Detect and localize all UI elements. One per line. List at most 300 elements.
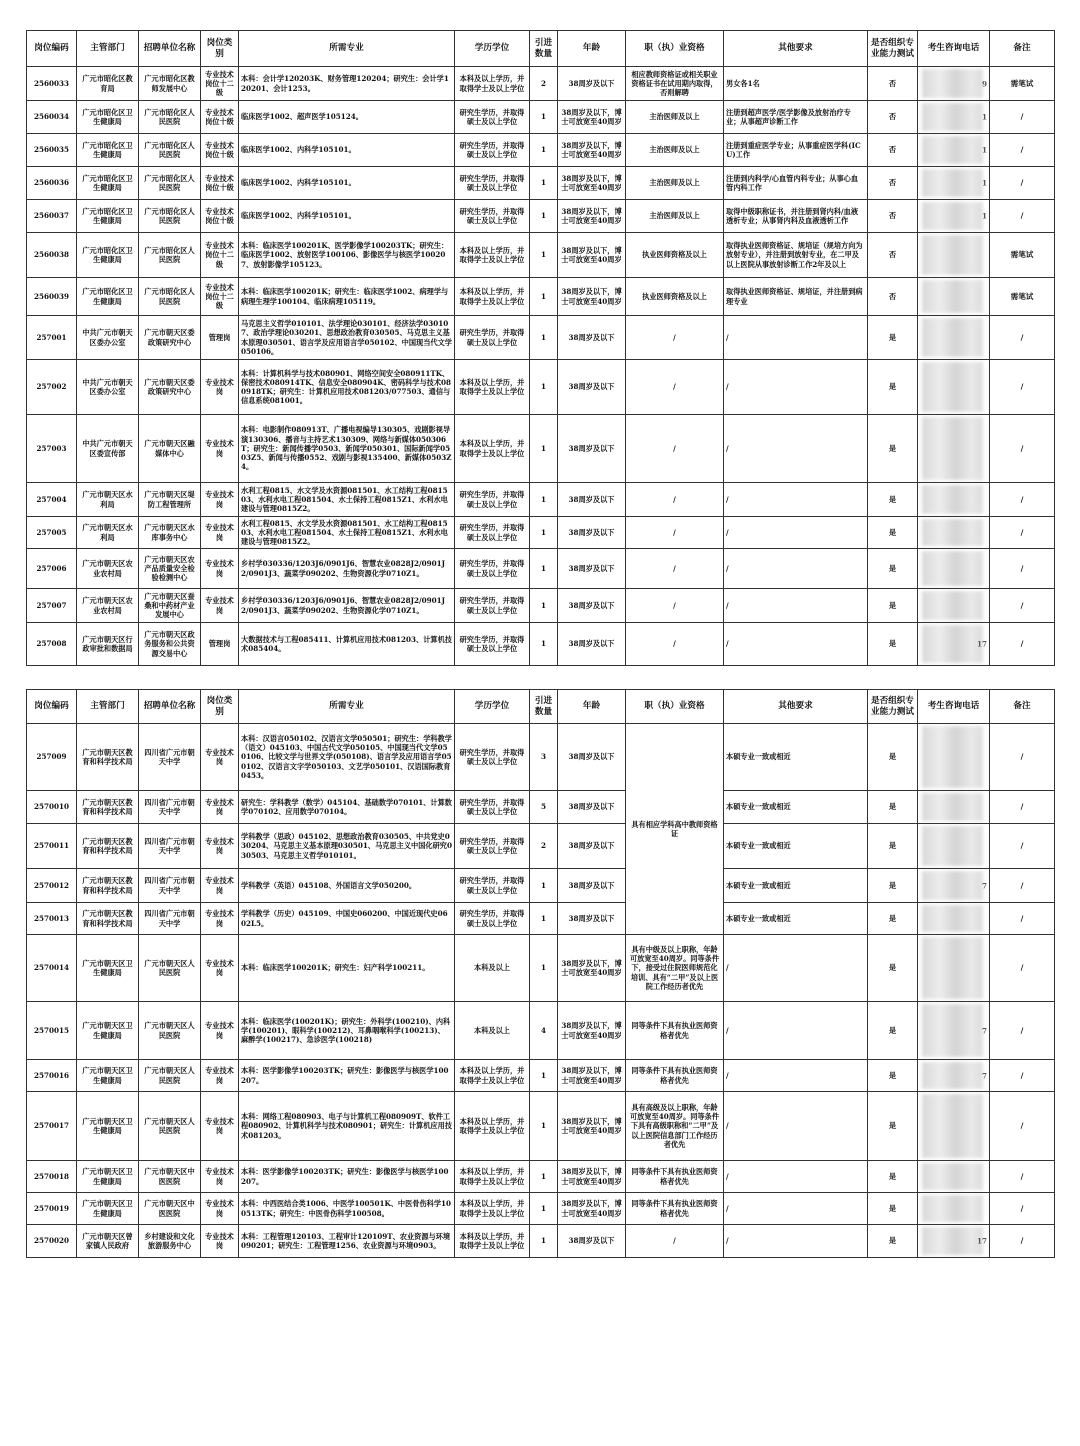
qualification: / <box>626 1225 724 1258</box>
position-category: 专业技术岗 <box>201 791 239 824</box>
note: / <box>990 483 1055 517</box>
required-major: 本科：中西医结合类1006、中医学100501K、中医骨伤科学100513TK；研究生：中医骨伤科学100508。 <box>239 1193 455 1225</box>
department: 中共广元市朝天区委宣传部 <box>77 415 139 483</box>
job-code: 2570015 <box>27 1002 77 1060</box>
col-header: 岗位类别 <box>201 31 239 67</box>
skills-test: 是 <box>868 869 918 903</box>
age-requirement: 38周岁及以下 <box>558 791 626 824</box>
phone <box>918 935 990 1002</box>
job-code: 257005 <box>27 517 77 549</box>
required-major: 临床医学1002、内科学105101。 <box>239 134 455 167</box>
position-category: 专业技术岗 <box>201 1225 239 1258</box>
phone <box>918 134 990 167</box>
other-requirement: / <box>724 549 868 589</box>
hiring-unit: 广元市昭化区教师发展中心 <box>139 67 201 101</box>
qualification: / <box>626 517 724 549</box>
job-code: 257002 <box>27 360 77 415</box>
other-requirement: 取得中级职称证书，并注册到肾内科/血液透析专业；从事肾内科及血液透析工作 <box>724 200 868 233</box>
note: / <box>990 200 1055 233</box>
department: 中共广元市朝天区委办公室 <box>77 316 139 360</box>
education: 研究生学历，并取得硕士及以上学位 <box>455 623 530 666</box>
table-row <box>27 1193 1055 1225</box>
headcount: 1 <box>530 517 558 549</box>
note: / <box>990 415 1055 483</box>
other-requirement: 本硕专业一致或相近 <box>724 824 868 869</box>
col-header: 其他要求 <box>724 31 868 67</box>
qualification: 同等条件下具有执业医师资格者优先 <box>626 1060 724 1092</box>
hiring-unit: 广元市昭化区人民医院 <box>139 278 201 316</box>
education: 本科及以上学历，并取得学士及以上学位 <box>455 67 530 101</box>
table-row <box>27 623 1055 666</box>
job-code: 2570018 <box>27 1161 77 1193</box>
age-requirement: 38周岁及以下，博士可放宽至40周岁 <box>558 1193 626 1225</box>
col-header: 是否组织专业能力测试 <box>868 31 918 67</box>
headcount: 1 <box>530 549 558 589</box>
qualification: / <box>626 483 724 517</box>
department: 广元市朝天区教育和科学技术局 <box>77 824 139 869</box>
skills-test: 是 <box>868 623 918 666</box>
headcount: 1 <box>530 935 558 1002</box>
note: / <box>990 517 1055 549</box>
age-requirement: 38周岁及以下 <box>558 1225 626 1258</box>
position-category: 专业技术岗 <box>201 724 239 791</box>
col-header: 所需专业 <box>239 31 455 67</box>
note: 需笔试 <box>990 278 1055 316</box>
education: 本科及以上学历，并取得学士及以上学位 <box>455 1193 530 1225</box>
other-requirement: / <box>724 483 868 517</box>
required-major: 本科：汉语言050102、汉语言文学050501；研究生：学科教学（语文）045103、中国古代文学050105、中国现当代文学050106、比较文学与世界文学(050108)、语言学及应用语言学050102、汉语言文字学050103、文艺学050101、汉语国际教育0453。 <box>239 724 455 791</box>
table-row <box>27 1092 1055 1161</box>
hiring-unit: 广元市朝天区人民医院 <box>139 1060 201 1092</box>
job-code: 2570011 <box>27 824 77 869</box>
education: 本科及以上学历，并取得学士及以上学位 <box>455 1092 530 1161</box>
other-requirement: / <box>724 360 868 415</box>
hiring-unit: 广元市昭化区人民医院 <box>139 167 201 200</box>
position-category: 专业技术岗 <box>201 360 239 415</box>
job-code: 2570020 <box>27 1225 77 1258</box>
required-major: 学科教学（历史）045109、中国史060200、中国近现代史0602L5。 <box>239 903 455 935</box>
skills-test: 否 <box>868 167 918 200</box>
position-category: 专业技术岗 <box>201 517 239 549</box>
phone-tail: 7 <box>981 1070 987 1080</box>
department: 广元市朝天区卫生健康局 <box>77 1060 139 1092</box>
job-code: 2570013 <box>27 903 77 935</box>
hiring-unit: 广元市朝天区委政策研究中心 <box>139 316 201 360</box>
required-major: 本科：医学影像学100203TK；研究生：影像医学与核医学100207。 <box>239 1161 455 1193</box>
department: 广元市朝天区水利局 <box>77 517 139 549</box>
col-header: 考生咨询电话 <box>918 690 990 724</box>
col-header: 岗位编码 <box>27 690 77 724</box>
redacted-phone <box>922 103 983 131</box>
note: / <box>990 134 1055 167</box>
job-code: 2570010 <box>27 791 77 824</box>
phone <box>918 67 990 101</box>
table-row <box>27 233 1055 278</box>
table-row <box>27 200 1055 233</box>
note: / <box>990 791 1055 824</box>
other-requirement: 本硕专业一致或相近 <box>724 903 868 935</box>
position-category: 专业技术岗 <box>201 1060 239 1092</box>
job-code: 2570012 <box>27 869 77 903</box>
required-major: 马克思主义哲学010101、法学理论030101、经济法学030107、政治学理论030201、思想政治教育030505、马克思主义基本原理030501、语言学及应用语言学050102、中国现当代文学050106。 <box>239 316 455 360</box>
col-header: 是否组织专业能力测试 <box>868 690 918 724</box>
other-requirement: 取得执业医师资格证、规培证，并注册到病理专业 <box>724 278 868 316</box>
skills-test: 是 <box>868 791 918 824</box>
age-requirement: 38周岁及以下 <box>558 903 626 935</box>
other-requirement: 本硕专业一致或相近 <box>724 791 868 824</box>
hiring-unit: 乡村建设和文化旅游服务中心 <box>139 1225 201 1258</box>
table-row <box>27 415 1055 483</box>
qualification: 同等条件下具有执业医师资格者优先 <box>626 1193 724 1225</box>
skills-test: 是 <box>868 1060 918 1092</box>
headcount: 1 <box>530 200 558 233</box>
phone-tail: 17 <box>976 639 987 649</box>
position-category: 专业技术岗 <box>201 1193 239 1225</box>
table-row <box>27 791 1055 824</box>
skills-test: 否 <box>868 101 918 134</box>
education: 本科及以上 <box>455 1002 530 1060</box>
other-requirement: / <box>724 1092 868 1161</box>
qualification: / <box>626 623 724 666</box>
education: 研究生学历，并取得硕士及以上学位 <box>455 167 530 200</box>
age-requirement: 38周岁及以下，博士可放宽至40周岁 <box>558 134 626 167</box>
skills-test: 是 <box>868 316 918 360</box>
other-requirement: 本硕专业一致或相近 <box>724 869 868 903</box>
department: 广元市昭化区卫生健康局 <box>77 134 139 167</box>
qualification: 主治医师及以上 <box>626 200 724 233</box>
job-code: 257003 <box>27 415 77 483</box>
position-category: 专业技术岗 <box>201 869 239 903</box>
required-major: 本科：临床医学100201K；研究生：妇产科学100211。 <box>239 935 455 1002</box>
skills-test: 是 <box>868 903 918 935</box>
phone <box>918 316 990 360</box>
headcount: 1 <box>530 903 558 935</box>
redacted-phone <box>922 318 983 357</box>
other-requirement: / <box>724 517 868 549</box>
skills-test: 是 <box>868 1193 918 1225</box>
col-header: 学历学位 <box>455 31 530 67</box>
education: 本科及以上学历，并取得学士及以上学位 <box>455 233 530 278</box>
phone <box>918 101 990 134</box>
headcount: 1 <box>530 415 558 483</box>
table-row <box>27 360 1055 415</box>
col-header: 主管部门 <box>77 690 139 724</box>
phone <box>918 278 990 316</box>
redacted-phone <box>922 1004 983 1057</box>
redacted-phone <box>922 625 983 663</box>
position-category: 专业技术岗位十级 <box>201 200 239 233</box>
qualification: / <box>626 360 724 415</box>
department: 广元市朝天区卫生健康局 <box>77 1002 139 1060</box>
skills-test: 是 <box>868 935 918 1002</box>
age-requirement: 38周岁及以下，博士可放宽至40周岁 <box>558 167 626 200</box>
headcount: 4 <box>530 1002 558 1060</box>
education: 研究生学历，并取得硕士及以上学位 <box>455 791 530 824</box>
job-code: 2570017 <box>27 1092 77 1161</box>
hiring-unit: 广元市朝天区人民医院 <box>139 1002 201 1060</box>
job-code: 257008 <box>27 623 77 666</box>
age-requirement: 38周岁及以下 <box>558 415 626 483</box>
qualification: 具有相应学科高中教师资格证 <box>626 724 724 935</box>
other-requirement: / <box>724 316 868 360</box>
redacted-phone <box>922 1094 983 1158</box>
redacted-phone <box>922 793 983 821</box>
table-row <box>27 869 1055 903</box>
job-code: 2570016 <box>27 1060 77 1092</box>
note: 需笔试 <box>990 233 1055 278</box>
headcount: 1 <box>530 360 558 415</box>
position-category: 专业技术岗位十级 <box>201 134 239 167</box>
age-requirement: 38周岁及以下，博士可放宽至40周岁 <box>558 101 626 134</box>
skills-test: 是 <box>868 1161 918 1193</box>
phone <box>918 1002 990 1060</box>
job-table-1 <box>26 30 1055 666</box>
department: 广元市朝天区曾家镇人民政府 <box>77 1225 139 1258</box>
education: 研究生学历，并取得硕士及以上学位 <box>455 101 530 134</box>
col-header: 所需专业 <box>239 690 455 724</box>
required-major: 临床医学1002、超声医学105124。 <box>239 101 455 134</box>
skills-test: 是 <box>868 483 918 517</box>
qualification: 主治医师及以上 <box>626 134 724 167</box>
job-code: 2560038 <box>27 233 77 278</box>
redacted-phone <box>922 1195 983 1222</box>
skills-test: 是 <box>868 1092 918 1161</box>
position-category: 专业技术岗 <box>201 549 239 589</box>
phone <box>918 200 990 233</box>
headcount: 1 <box>530 1092 558 1161</box>
headcount: 1 <box>530 1060 558 1092</box>
hiring-unit: 广元市朝天区堤防工程管理所 <box>139 483 201 517</box>
education: 研究生学历，并取得硕士及以上学位 <box>455 134 530 167</box>
age-requirement: 38周岁及以下，博士可放宽至40周岁 <box>558 1002 626 1060</box>
col-header: 职（执）业资格 <box>626 31 724 67</box>
col-header: 岗位类别 <box>201 690 239 724</box>
position-category: 专业技术岗 <box>201 935 239 1002</box>
qualification: 相应教师资格证或相关职业资格证书在试用期内取得，否则解聘 <box>626 67 724 101</box>
note: / <box>990 167 1055 200</box>
redacted-phone <box>922 136 983 164</box>
redacted-phone <box>922 726 983 788</box>
required-major: 本科：会计学120203K、财务管理120204；研究生：会计学120201、会计1253。 <box>239 67 455 101</box>
headcount: 1 <box>530 101 558 134</box>
education: 本科及以上学历，并取得学士及以上学位 <box>455 1060 530 1092</box>
headcount: 5 <box>530 791 558 824</box>
hiring-unit: 四川省广元市朝天中学 <box>139 824 201 869</box>
age-requirement: 38周岁及以下 <box>558 549 626 589</box>
department: 广元市昭化区卫生健康局 <box>77 200 139 233</box>
required-major: 大数据技术与工程085411、计算机应用技术081203、计算机技术085404。 <box>239 623 455 666</box>
redacted-phone <box>922 417 983 480</box>
position-category: 专业技术岗位十级 <box>201 167 239 200</box>
age-requirement: 38周岁及以下，博士可放宽至40周岁 <box>558 1161 626 1193</box>
age-requirement: 38周岁及以下，博士可放宽至40周岁 <box>558 1060 626 1092</box>
education: 研究生学历，并取得硕士及以上学位 <box>455 316 530 360</box>
education: 研究生学历，并取得硕士及以上学位 <box>455 869 530 903</box>
redacted-phone <box>922 235 983 275</box>
hiring-unit: 四川省广元市朝天中学 <box>139 869 201 903</box>
note: / <box>990 360 1055 415</box>
education: 本科及以上学历，并取得学士及以上学位 <box>455 415 530 483</box>
headcount: 1 <box>530 589 558 623</box>
headcount: 2 <box>530 67 558 101</box>
education: 研究生学历，并取得硕士及以上学位 <box>455 549 530 589</box>
redacted-phone <box>922 871 983 900</box>
table-row <box>27 549 1055 589</box>
department: 广元市朝天区教育和科学技术局 <box>77 903 139 935</box>
note: / <box>990 1193 1055 1225</box>
age-requirement: 38周岁及以下，博士可放宽至40周岁 <box>558 233 626 278</box>
redacted-phone <box>922 202 983 230</box>
department: 广元市朝天区农业农村局 <box>77 549 139 589</box>
col-header: 备注 <box>990 690 1055 724</box>
age-requirement: 38周岁及以下 <box>558 589 626 623</box>
skills-test: 否 <box>868 200 918 233</box>
age-requirement: 38周岁及以下 <box>558 869 626 903</box>
required-major: 本科：电影制作080913T、广播电视编导130305、戏剧影视导演130306、播音与主持艺术130309、网络与新媒体050306T；研究生：新闻传播学0503、新闻学050301、国际新闻学0503Z5、新闻与传播0552、戏剧与影视135400、新媒体0503Z4。 <box>239 415 455 483</box>
redacted-phone <box>922 362 983 412</box>
headcount: 2 <box>530 824 558 869</box>
position-category: 专业技术岗位十二级 <box>201 67 239 101</box>
hiring-unit: 广元市朝天区中医医院 <box>139 1193 201 1225</box>
age-requirement: 38周岁及以下，博士可放宽至40周岁 <box>558 278 626 316</box>
job-code: 2560039 <box>27 278 77 316</box>
education: 本科及以上学历，并取得学士及以上学位 <box>455 1161 530 1193</box>
job-code: 2560036 <box>27 167 77 200</box>
skills-test: 是 <box>868 1225 918 1258</box>
redacted-phone <box>922 1062 983 1089</box>
education: 研究生学历，并取得硕士及以上学位 <box>455 517 530 549</box>
department: 广元市朝天区行政审批和数据局 <box>77 623 139 666</box>
position-category: 专业技术岗 <box>201 415 239 483</box>
required-major: 乡村学030336/1203J6/0901J6、智慧农业0828J2/0901J2/0901J3、蔬菜学090202、生物资源化学0710Z1。 <box>239 549 455 589</box>
table-row <box>27 724 1055 791</box>
hiring-unit: 广元市朝天区中医医院 <box>139 1161 201 1193</box>
job-code: 2560037 <box>27 200 77 233</box>
phone-tail: 1 <box>981 145 987 155</box>
education: 研究生学历，并取得硕士及以上学位 <box>455 824 530 869</box>
phone <box>918 869 990 903</box>
table-row <box>27 824 1055 869</box>
note: / <box>990 1161 1055 1193</box>
skills-test: 是 <box>868 517 918 549</box>
department: 广元市朝天区卫生健康局 <box>77 1092 139 1161</box>
redacted-phone <box>922 905 983 932</box>
required-major: 本科：临床医学100201K；研究生：临床医学1002、病理学与病理生理学100104、临床病理105119。 <box>239 278 455 316</box>
col-header: 其他要求 <box>724 690 868 724</box>
hiring-unit: 四川省广元市朝天中学 <box>139 903 201 935</box>
col-header: 招聘单位名称 <box>139 690 201 724</box>
hiring-unit: 广元市朝天区政务服务和公共资源交易中心 <box>139 623 201 666</box>
job-code: 257009 <box>27 724 77 791</box>
qualification: 具有中级及以上职称，年龄可放宽至40周岁。同等条件下，接受过住院医师规范化培训、具有“二甲”及以上医院工作经历者优先 <box>626 935 724 1002</box>
other-requirement: 注册到超声医学/医学影像及放射治疗专业；从事超声诊断工作 <box>724 101 868 134</box>
position-category: 专业技术岗 <box>201 1092 239 1161</box>
qualification: 主治医师及以上 <box>626 101 724 134</box>
age-requirement: 38周岁及以下 <box>558 67 626 101</box>
redacted-phone <box>922 551 983 586</box>
position-category: 专业技术岗位十二级 <box>201 278 239 316</box>
redacted-phone <box>922 937 983 999</box>
phone <box>918 549 990 589</box>
age-requirement: 38周岁及以下 <box>558 517 626 549</box>
age-requirement: 38周岁及以下 <box>558 824 626 869</box>
qualification: / <box>626 589 724 623</box>
table-row <box>27 167 1055 200</box>
redacted-phone <box>922 280 983 313</box>
note: / <box>990 869 1055 903</box>
headcount: 1 <box>530 1161 558 1193</box>
education: 本科及以上学历，并取得学士及以上学位 <box>455 278 530 316</box>
skills-test: 是 <box>868 589 918 623</box>
position-category: 专业技术岗 <box>201 824 239 869</box>
department: 广元市昭化区教育局 <box>77 67 139 101</box>
other-requirement: / <box>724 1060 868 1092</box>
header-row <box>27 690 1055 724</box>
job-code: 257007 <box>27 589 77 623</box>
col-header: 岗位编码 <box>27 31 77 67</box>
department: 广元市朝天区卫生健康局 <box>77 1161 139 1193</box>
qualification: 执业医师资格及以上 <box>626 278 724 316</box>
col-header: 年龄 <box>558 690 626 724</box>
job-code: 257001 <box>27 316 77 360</box>
note: / <box>990 903 1055 935</box>
hiring-unit: 广元市朝天区融媒体中心 <box>139 415 201 483</box>
department: 广元市朝天区教育和科学技术局 <box>77 791 139 824</box>
education: 本科及以上学历，并取得学士及以上学位 <box>455 360 530 415</box>
other-requirement: / <box>724 415 868 483</box>
table-row <box>27 316 1055 360</box>
education: 研究生学历，并取得硕士及以上学位 <box>455 589 530 623</box>
phone <box>918 903 990 935</box>
phone <box>918 483 990 517</box>
other-requirement: / <box>724 1002 868 1060</box>
education: 研究生学历，并取得硕士及以上学位 <box>455 200 530 233</box>
job-code: 257006 <box>27 549 77 589</box>
table-row <box>27 517 1055 549</box>
phone <box>918 589 990 623</box>
job-code: 2560033 <box>27 67 77 101</box>
note: / <box>990 824 1055 869</box>
col-header: 引进数量 <box>530 690 558 724</box>
redacted-phone <box>922 591 983 620</box>
required-major: 本科：工程管理120103、工程审计120109T、农业资源与环境090201；研究生：工程管理1256、农业资源与环境0903。 <box>239 1225 455 1258</box>
table-row <box>27 278 1055 316</box>
education: 本科及以上 <box>455 935 530 1002</box>
headcount: 1 <box>530 134 558 167</box>
education: 本科及以上学历，并取得学士及以上学位 <box>455 1225 530 1258</box>
phone <box>918 824 990 869</box>
qualification: / <box>626 549 724 589</box>
table-row <box>27 1225 1055 1258</box>
redacted-phone <box>922 826 983 866</box>
position-category: 专业技术岗 <box>201 589 239 623</box>
department: 广元市昭化区卫生健康局 <box>77 167 139 200</box>
table-row <box>27 483 1055 517</box>
note: 需笔试 <box>990 67 1055 101</box>
col-header: 引进数量 <box>530 31 558 67</box>
note: / <box>990 623 1055 666</box>
note: / <box>990 1092 1055 1161</box>
other-requirement: / <box>724 1193 868 1225</box>
department: 广元市朝天区卫生健康局 <box>77 1193 139 1225</box>
age-requirement: 38周岁及以下 <box>558 724 626 791</box>
note: / <box>990 316 1055 360</box>
qualification: 主治医师及以上 <box>626 167 724 200</box>
redacted-phone <box>922 1163 983 1190</box>
phone <box>918 1225 990 1258</box>
note: / <box>990 589 1055 623</box>
col-header: 考生咨询电话 <box>918 31 990 67</box>
